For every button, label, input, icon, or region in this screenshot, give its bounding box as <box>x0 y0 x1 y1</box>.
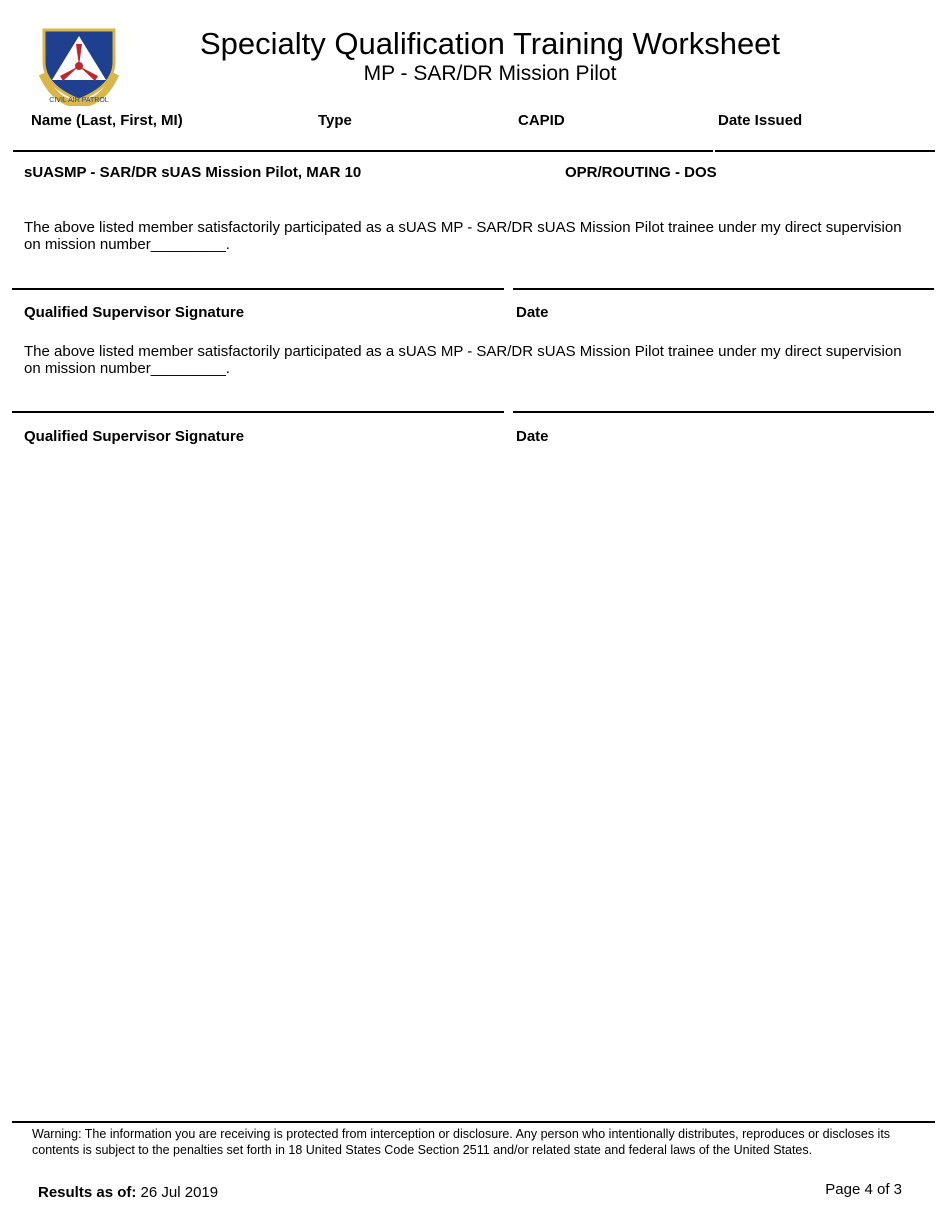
seal-text: CIVIL AIR PATROL <box>49 97 109 104</box>
legal-warning: Warning: The information you are receiving is protected from interception or disclosure. Any person who intentionally distributes, reproduces or discloses its contents is subject to the penalties set forth in 18 United States Code Section 2511 and/or related state and federal laws of the United States. <box>32 1127 891 1157</box>
supervision-statement: The above listed member satisfactorily participated as a sUAS MP - SAR/DR sUAS Mission Pilot trainee under my direct supervision on mission number_________. <box>24 343 902 377</box>
footer-divider <box>12 1121 935 1123</box>
results-date: 26 Jul 2019 <box>140 1184 219 1201</box>
date-label: Date <box>516 304 549 321</box>
signature-line[interactable] <box>12 411 504 413</box>
signature-line[interactable] <box>12 288 504 290</box>
task-label: sUASMP - SAR/DR sUAS Mission Pilot, MAR 10 <box>24 164 362 181</box>
date-label: Date <box>516 428 549 445</box>
results-as-of <box>38 1184 218 1201</box>
signature-label: Qualified Supervisor Signature <box>24 428 245 445</box>
page-number: Page 4 of 3 <box>825 1181 902 1198</box>
column-header-name: Name (Last, First, MI) <box>31 112 183 129</box>
header-divider-left <box>13 150 713 152</box>
results-label: Results as of: <box>38 1184 137 1201</box>
page-subtitle: MP - SAR/DR Mission Pilot <box>363 62 617 85</box>
date-line[interactable] <box>513 411 934 413</box>
column-header-capid: CAPID <box>518 112 565 129</box>
signature-label: Qualified Supervisor Signature <box>24 304 245 321</box>
column-header-date-issued: Date Issued <box>718 112 803 129</box>
supervision-statement: The above listed member satisfactorily participated as a sUAS MP - SAR/DR sUAS Mission Pilot trainee under my direct supervision on mission number_________. <box>24 219 902 253</box>
opr-routing-label: OPR/ROUTING - DOS <box>565 164 717 181</box>
page-title: Specialty Qualification Training Worksheet <box>199 26 781 61</box>
column-header-type: Type <box>318 112 352 129</box>
date-line[interactable] <box>513 288 934 290</box>
header-divider-right <box>715 150 935 152</box>
